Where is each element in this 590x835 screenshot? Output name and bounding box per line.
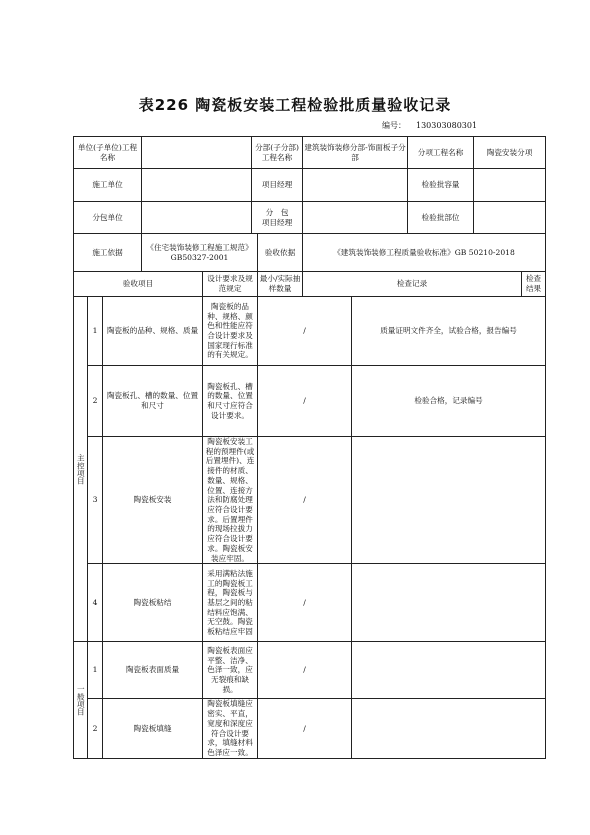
min-sample: / bbox=[258, 699, 352, 758]
item-value: 陶瓷安装分项 bbox=[474, 137, 546, 169]
item-no: 3 bbox=[88, 437, 103, 564]
check-record bbox=[352, 699, 546, 758]
check-record bbox=[352, 437, 546, 564]
batch-part-value bbox=[474, 202, 546, 234]
item-name: 陶瓷板安装 bbox=[103, 437, 203, 564]
design-requirement: 陶瓷板的品种、规格、颜色和性能应符合设计要求及国家现行标准的有关规定。 bbox=[203, 297, 258, 366]
min-sample: / bbox=[258, 437, 352, 564]
document-title: 表226 陶瓷板安装工程检验批质量验收记录 bbox=[138, 96, 452, 114]
min-sample: / bbox=[258, 366, 352, 437]
general-group-label: 一般项目 bbox=[74, 642, 88, 758]
subcontract-value bbox=[142, 202, 252, 234]
acceptance-basis-label: 验收依据 bbox=[258, 234, 303, 272]
item-name: 陶瓷板表面质量 bbox=[103, 642, 203, 699]
design-requirement: 陶瓷板孔、槽的数量、位置和尺寸应符合设计要求。 bbox=[203, 366, 258, 437]
general-item-row bbox=[74, 642, 546, 699]
unit-value bbox=[142, 137, 252, 169]
construction-value bbox=[142, 169, 252, 202]
batch-capacity-value bbox=[474, 169, 546, 202]
check-record: 质量证明文件齐全，试验合格，报告编号 bbox=[352, 297, 546, 366]
check-record bbox=[352, 564, 546, 642]
main-item-row bbox=[74, 437, 546, 564]
document-code bbox=[372, 120, 477, 131]
construction-label: 施工单位 bbox=[74, 169, 142, 202]
batch-capacity-label: 检验批容量 bbox=[408, 169, 474, 202]
pm-value bbox=[303, 169, 408, 202]
item-name: 陶瓷板的品种、规格、质量 bbox=[103, 297, 203, 366]
main-item-row bbox=[74, 366, 546, 437]
main-group-label: 主控项目 bbox=[74, 297, 88, 642]
code-value: 130303080301 bbox=[416, 121, 478, 130]
general-item-row bbox=[74, 699, 546, 758]
acceptance-basis-value: 《建筑装饰装修工程质量验收标准》GB 50210-2018 bbox=[303, 234, 546, 272]
subdivision-label: 分部(子分部)工程名称 bbox=[252, 137, 303, 169]
subdivision-value: 建筑装饰装修分部-饰面板子分部 bbox=[303, 137, 408, 169]
item-no: 2 bbox=[88, 699, 103, 758]
batch-part-label: 检验批部位 bbox=[408, 202, 474, 234]
code-label: 编号： bbox=[382, 121, 406, 130]
item-name: 陶瓷板粘结 bbox=[103, 564, 203, 642]
min-sample: / bbox=[258, 564, 352, 642]
design-requirement: 陶瓷板安装工程的预埋件(或后置埋件)、连接件的材质、数量、规格、位置、连接方法和防腐处理应符合设计要求。后置埋件的现场拉拔力应符合设计要求。陶瓷板安装应牢固。 bbox=[203, 437, 258, 564]
design-requirement: 采用满粘法施工的陶瓷板工程，陶瓷板与基层之间的粘结料应饱满、无空鼓。陶瓷板粘结应牢固 bbox=[203, 564, 258, 642]
design-requirement: 陶瓷板填缝应密实、平直，宽度和深度应符合设计要求，填缝材料色泽应一致。 bbox=[203, 699, 258, 758]
pm-label: 项目经理 bbox=[252, 169, 303, 202]
basis-label: 施工依据 bbox=[74, 234, 142, 272]
item-no: 1 bbox=[88, 297, 103, 366]
item-label: 分项工程名称 bbox=[408, 137, 474, 169]
sub-pm-value bbox=[303, 202, 408, 234]
col-record-header: 检查记录 bbox=[303, 272, 522, 297]
col-design-header: 设计要求及规范规定 bbox=[203, 272, 258, 297]
unit-label: 单位(子单位)工程名称 bbox=[74, 137, 142, 169]
item-name: 陶瓷板填缝 bbox=[103, 699, 203, 758]
check-record: 检验合格，记录编号 bbox=[352, 366, 546, 437]
subcontract-label: 分包单位 bbox=[74, 202, 142, 234]
min-sample: / bbox=[258, 297, 352, 366]
design-requirement: 陶瓷板表面应平整、洁净、色泽一致，应无裂痕和缺损。 bbox=[203, 642, 258, 699]
item-no: 1 bbox=[88, 642, 103, 699]
check-record bbox=[352, 642, 546, 699]
item-no: 2 bbox=[88, 366, 103, 437]
main-item-row bbox=[74, 564, 546, 642]
col-result-header: 检查结果 bbox=[522, 272, 546, 297]
item-name: 陶瓷板孔、槽的数量、位置和尺寸 bbox=[103, 366, 203, 437]
main-item-row bbox=[74, 297, 546, 366]
sub-pm-label: 分 包 项目经理 bbox=[252, 202, 303, 234]
col-item-header: 验收项目 bbox=[74, 272, 203, 297]
col-min-header: 最小/实际抽样数量 bbox=[258, 272, 303, 297]
basis-value: 《住宅装饰装修工程施工规范》GB50327-2001 bbox=[142, 234, 258, 272]
acceptance-form-table bbox=[73, 136, 546, 759]
item-no: 4 bbox=[88, 564, 103, 642]
min-sample: / bbox=[258, 642, 352, 699]
